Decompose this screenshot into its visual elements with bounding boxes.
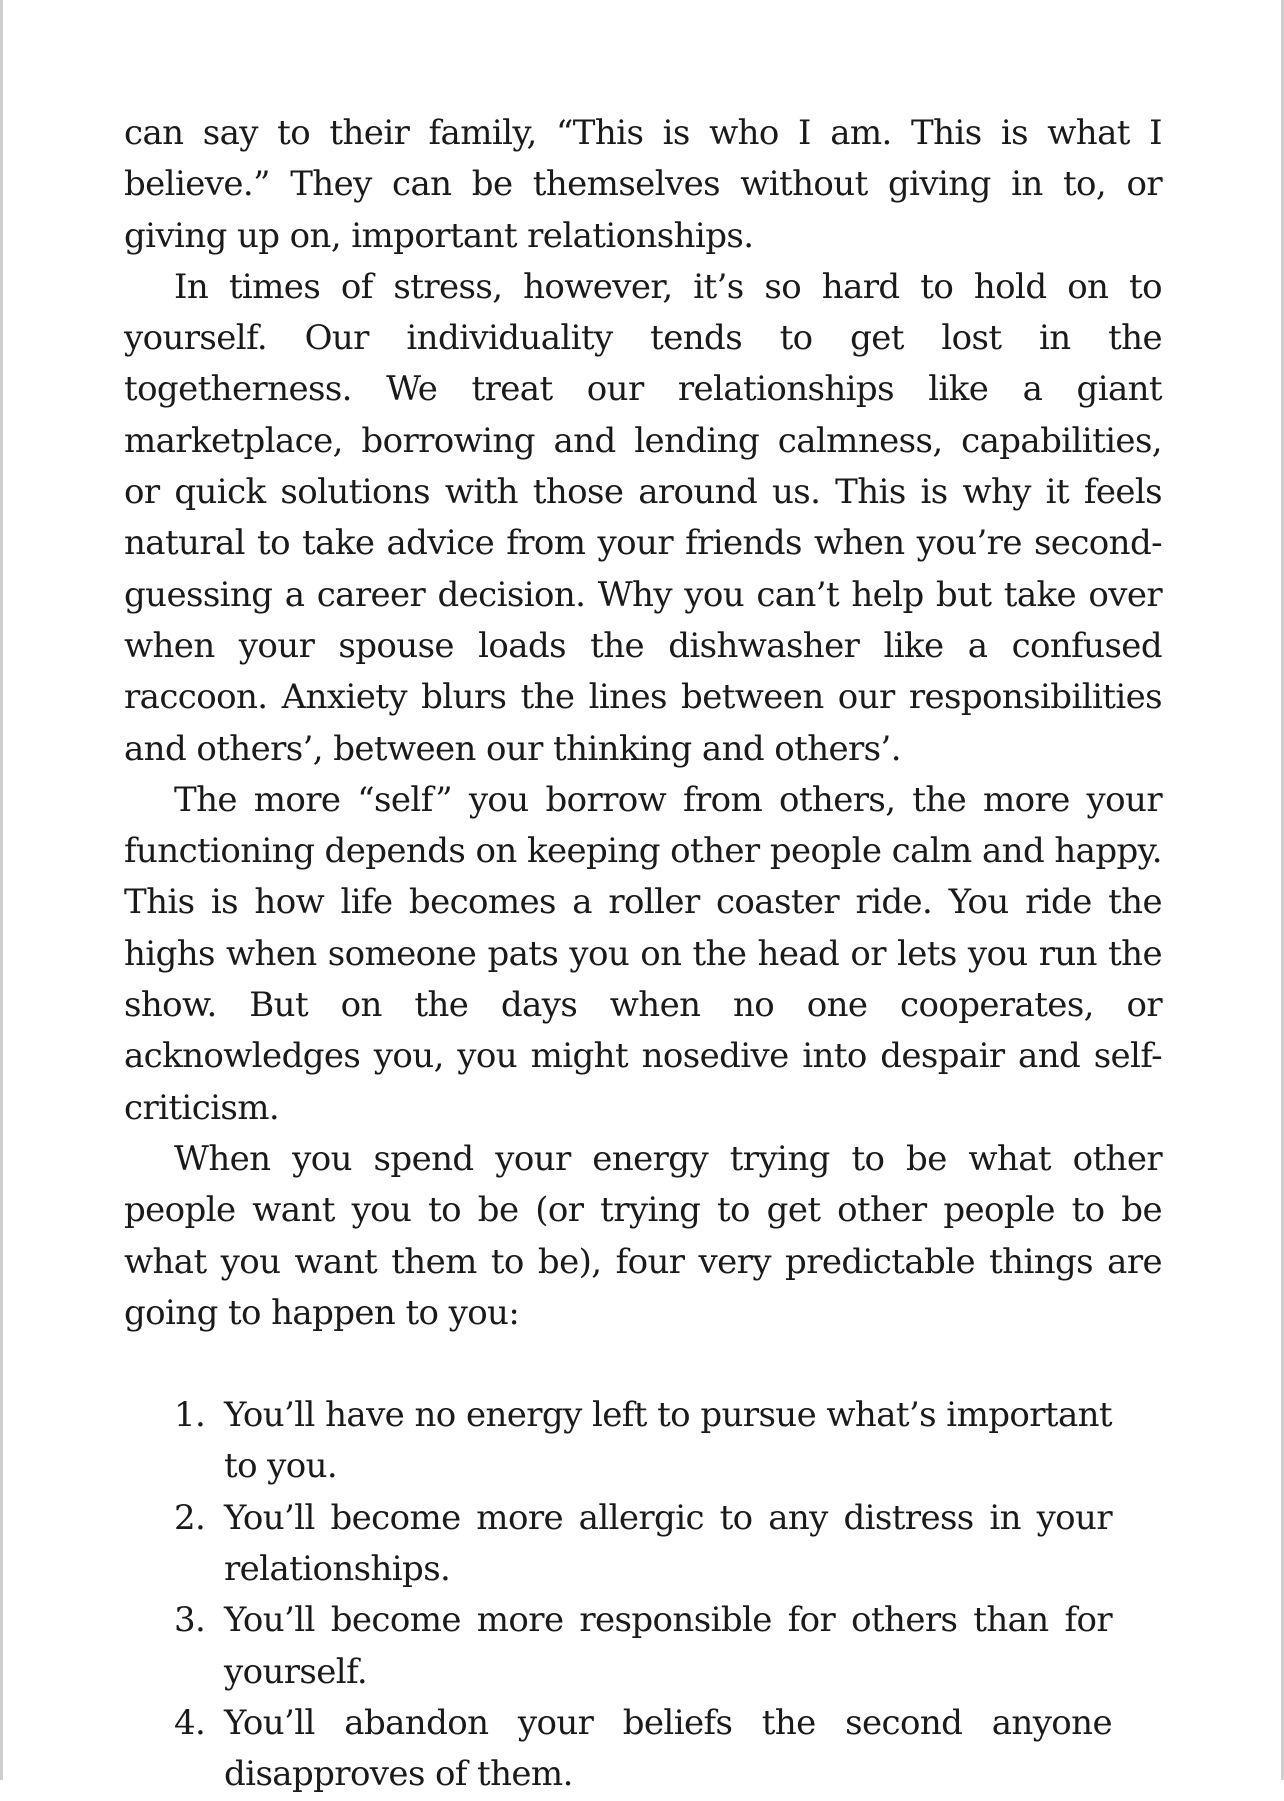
list-item (124, 1595, 1112, 1698)
list-number: 1. (174, 1395, 206, 1436)
list-text: You’ll become more responsible for others than for yourself. (224, 1600, 1112, 1692)
paragraph-energy: When you spend your energy trying to be what other people want you to be (or trying to get other people to be what you want them to be), four very predictable things are going to happen to you: (124, 1138, 1162, 1333)
list-item (124, 1493, 1112, 1596)
page-border-left (0, 0, 3, 1780)
book-page (124, 108, 1162, 1801)
paragraph-continuation: can say to their family, “This is who I am. This is what I believe.” They can be themselves without giving in to, or giving up on, important relationships. (124, 113, 1162, 256)
numbered-list (124, 1390, 1162, 1800)
list-number: 2. (174, 1497, 206, 1538)
paragraph-stress: In times of stress, however, it’s so hard to hold on to yourself. Our individuality tends to get lost in the togetherness. We treat our relationships like a giant marketplace, borrowing and lending calmness, capabilities, or quick solutions with those around us. This is why it feels natural to take advice from your friends when you’re second-guessing a career decision. Why you can’t help but take over when your spouse loads the dishwasher like a confused raccoon. Anxiety blurs the lines between our responsibilities and others’, between our thinking and others’. (124, 266, 1162, 769)
list-text: You’ll abandon your beliefs the second anyone disapproves of them. (224, 1702, 1112, 1795)
list-item (124, 1390, 1112, 1493)
list-text: You’ll have no energy left to pursue what’s important to you. (224, 1395, 1112, 1487)
list-item (124, 1698, 1112, 1801)
paragraph-borrowed-self: The more “self” you borrow from others, the more your functioning depends on keeping other people calm and happy. This is how life becomes a roller coaster ride. You ride the highs when someone pats you on the head or lets you run the show. But on the days when no one cooperates, or acknowledges you, you might nosedive into despair and self-criticism. (124, 779, 1162, 1128)
list-text: You’ll become more allergic to any distress in your relationships. (224, 1497, 1112, 1590)
list-number: 4. (174, 1702, 206, 1743)
list-number: 3. (174, 1600, 206, 1641)
